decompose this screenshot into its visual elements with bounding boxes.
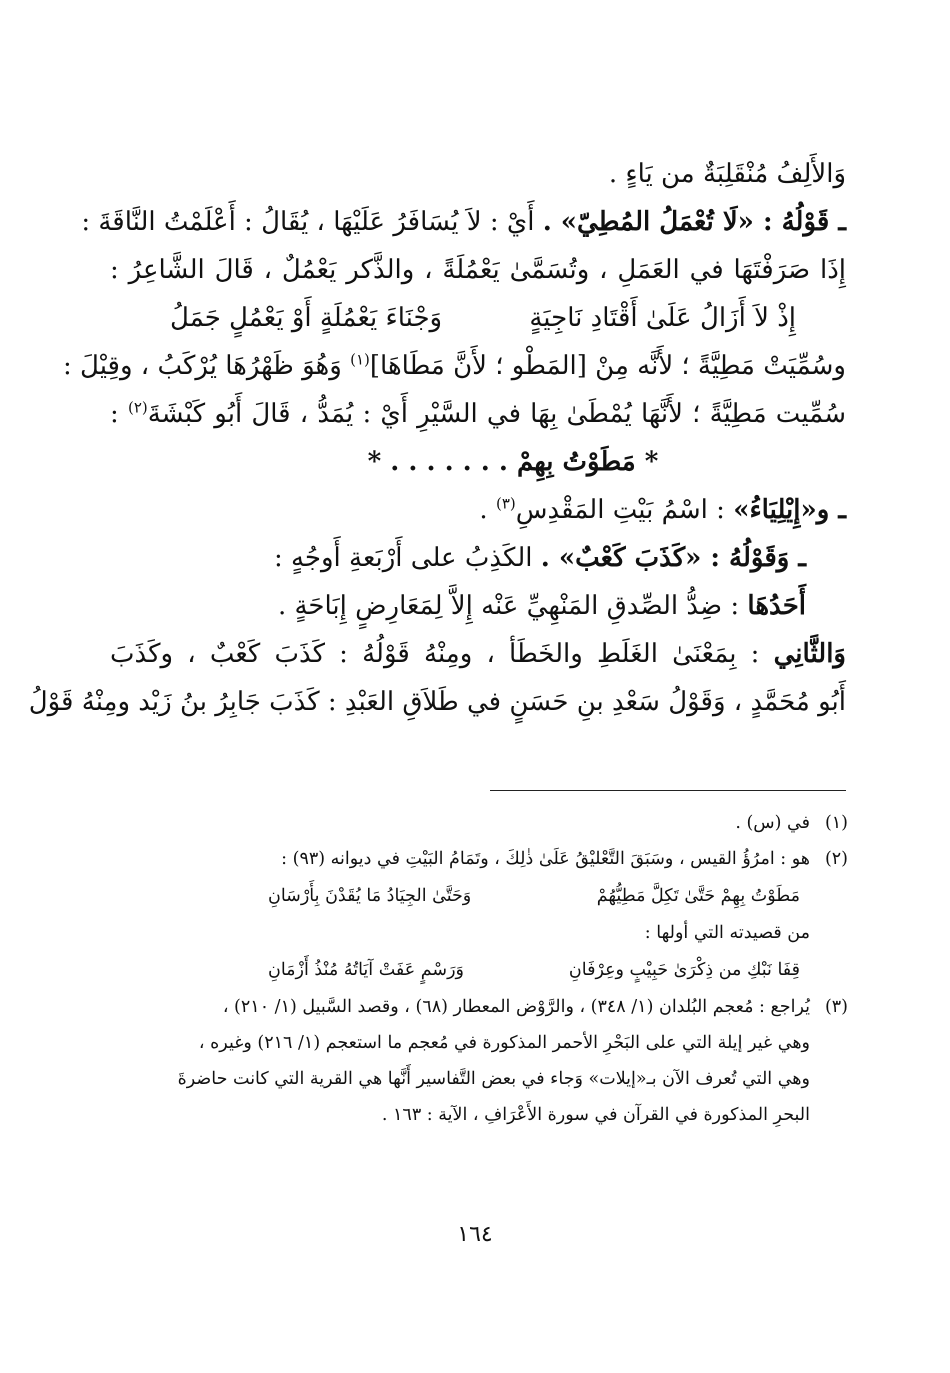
- text-line-5: وسُمِّيَتْ مَطِيَّةً ؛ لأَنَّه مِنْ [المَطْو ؛ لأَنَّ مَطَاهَا]$^{(١)}$ وَهُوَ ظَهْرُهَا يُرْكَبُ ، وقِيْلَ :: [62, 350, 846, 381]
- verse-hemistich-right: إِذْ لاَ أَزَالُ عَلَىٰ أَقْتَادِ نَاجِيَةٍ: [529, 303, 796, 333]
- verse-line-2: * مَطَوْتُ بِهِمْ . . . . . . . *: [367, 447, 659, 477]
- text-line-6: سُمِّيت مَطِيَّةً ؛ لأَنَّهَا يُمْطَىٰ بِهَا في السَّيْرِ أَيْ : يُمَدُّ ، قَالَ أَبُو كَبْشَةَ$^{(٢)}$ :: [110, 398, 846, 429]
- footnote-number: (١): [824, 813, 848, 833]
- text-line-11: وَالثَّانِي : بِمَعْنَىٰ الغَلَطِ والخَطَأ ، ومِنْهُ قَوْلُهُ : كَذَبَ كَعْبٌ ، وكَذَبَ: [110, 639, 846, 669]
- footnote-number: (٣): [824, 997, 848, 1017]
- text-line-9: ـ وَقَوْلُهُ : «كَذَبَ كَعْبٌ» . الكَذِبُ على أَرْبَعةِ أَوجُهٍ :: [273, 543, 806, 573]
- footnote-ref-2[interactable]: (٢): [127, 398, 148, 417]
- footnote-verse-2: قِفَا نَبْكِ من ذِكْرَىٰ حَبِيْبٍ وعِرْفَانِ وَرَسْمٍ عَفَتْ آيَاتُهُ مُنْذُ أَزْمَانِ: [268, 960, 800, 980]
- quoted-phrase: ـ قَوْلُهُ : «لَا تُعْمَلُ المُطِيّ» .: [542, 207, 846, 237]
- footnote-number: (٢): [824, 849, 848, 869]
- footnote-divider: [490, 790, 846, 791]
- verse-hemistich-left: وَجْنَاءَ يَعْمُلَةٍ أَوْ يَعْمُلٍ جَمَلُ: [170, 303, 443, 333]
- text-line-2: ـ قَوْلُهُ : «لَا تُعْمَلُ المُطِيّ» . أَيْ : لاَ يُسَافَرُ عَلَيْهَا ، يُقَالُ : أَعْلَمْتُ النَّاقَةَ :: [81, 207, 846, 237]
- text-line-10: أَحَدُهَا : ضِدُّ الصِّدقِ المَنْهِيِّ عَنْه إِلاَّ لِمَعَارِضٍ إِبَاحَةٍ .: [277, 591, 806, 621]
- footnote-3: (٣) يُراجع : مُعجم البُلدان (١/ ٣٤٨) ، والرَّوْض المعطار (٦٨) ، وقصد السَّبيل (١/ ٢١٠) ، وهي غير إيلة التي على البَحْرِ الأحمر المذكورة في مُعجم ما استعجم (١/ ٢١٦) وغيره ، وهي التي تُعرف الآن بـ«إيلات» وَجاء في بعض التَّفاسير أَنَّها هي القرية التي كانت حاضرةَ البحرِ المذكورة في القرآن في سورة الأَعْرَافِ ، الآية : ١٦٣ .: [108, 989, 848, 1133]
- text-line-1: وَالأَلِفُ مُنْقَلِبَةٌ من يَاءٍ .: [608, 159, 846, 189]
- footnotes: [108, 805, 848, 1133]
- footnote-ref-1[interactable]: (١): [350, 350, 370, 369]
- main-text: [28, 150, 846, 726]
- term-second: وَالثَّانِي: [773, 639, 846, 669]
- page-number: ١٦٤: [457, 1222, 493, 1247]
- footnote-verse-1: مَطَوْتُ بِهِمْ حَتَّىٰ تَكِلَّ مَطِيُّهُمْ وَحَتَّىٰ الجِيَادُ مَا يُقَدْنَ بِأَرْسَانِ: [268, 886, 800, 906]
- verse-line-1: [110, 294, 846, 342]
- footnote-ref-3[interactable]: (٣): [495, 494, 516, 513]
- text-line-12: أَبُو مُحَمَّدٍ ، وَقَوْلُ سَعْدِ بنِ حَسَنٍ في طَلاَقِ العَبْدِ : كَذَبَ جَابِرُ بنُ زَيْد ومِنْهُ قَوْلُ: [28, 687, 846, 717]
- text-line-8: ـ و«إِيْلِيَاءُ» : اسْمُ بَيْتِ المَقْدِسِ$^{(٣)}$ .: [479, 494, 846, 525]
- text-line-3: إِذَا صَرَفْتَهَا في العَمَلِ ، وتُسَمَّىٰ يَعْمُلَةً ، والذَّكر يَعْمُلٌ ، قَالَ الشَّاعِرُ :: [110, 255, 846, 285]
- quoted-phrase: ـ و«إِيْلِيَاءُ»: [733, 495, 846, 525]
- footnote-2: (٢) هو : امرُؤُ القيس ، وسَبَقَ التَّعْليْقُ عَلَىٰ ذٰلِكَ ، وتَمَامُ البَيْتِ في ديوانه (٩٣) : مَطَوْتُ بِهِمْ حَتَّىٰ تَكِلَّ مَطِيُّهُمْ وَحَتَّىٰ الجِيَادُ مَا يُقَدْنَ بِأَرْسَانِ من قصيدته التي أولها : قِفَا نَبْكِ من ذِكْرَىٰ حَبِيْبٍ وعِرْفَانِ وَرَسْمٍ عَفَتْ آيَاتُهُ مُنْذُ أَزْمَانِ: [108, 841, 848, 989]
- footnote-1: (١) في (س) .: [108, 805, 848, 841]
- quoted-phrase: ـ وَقَوْلُهُ : «كَذَبَ كَعْبٌ» .: [540, 543, 806, 573]
- term-first: أَحَدُهَا: [747, 591, 806, 621]
